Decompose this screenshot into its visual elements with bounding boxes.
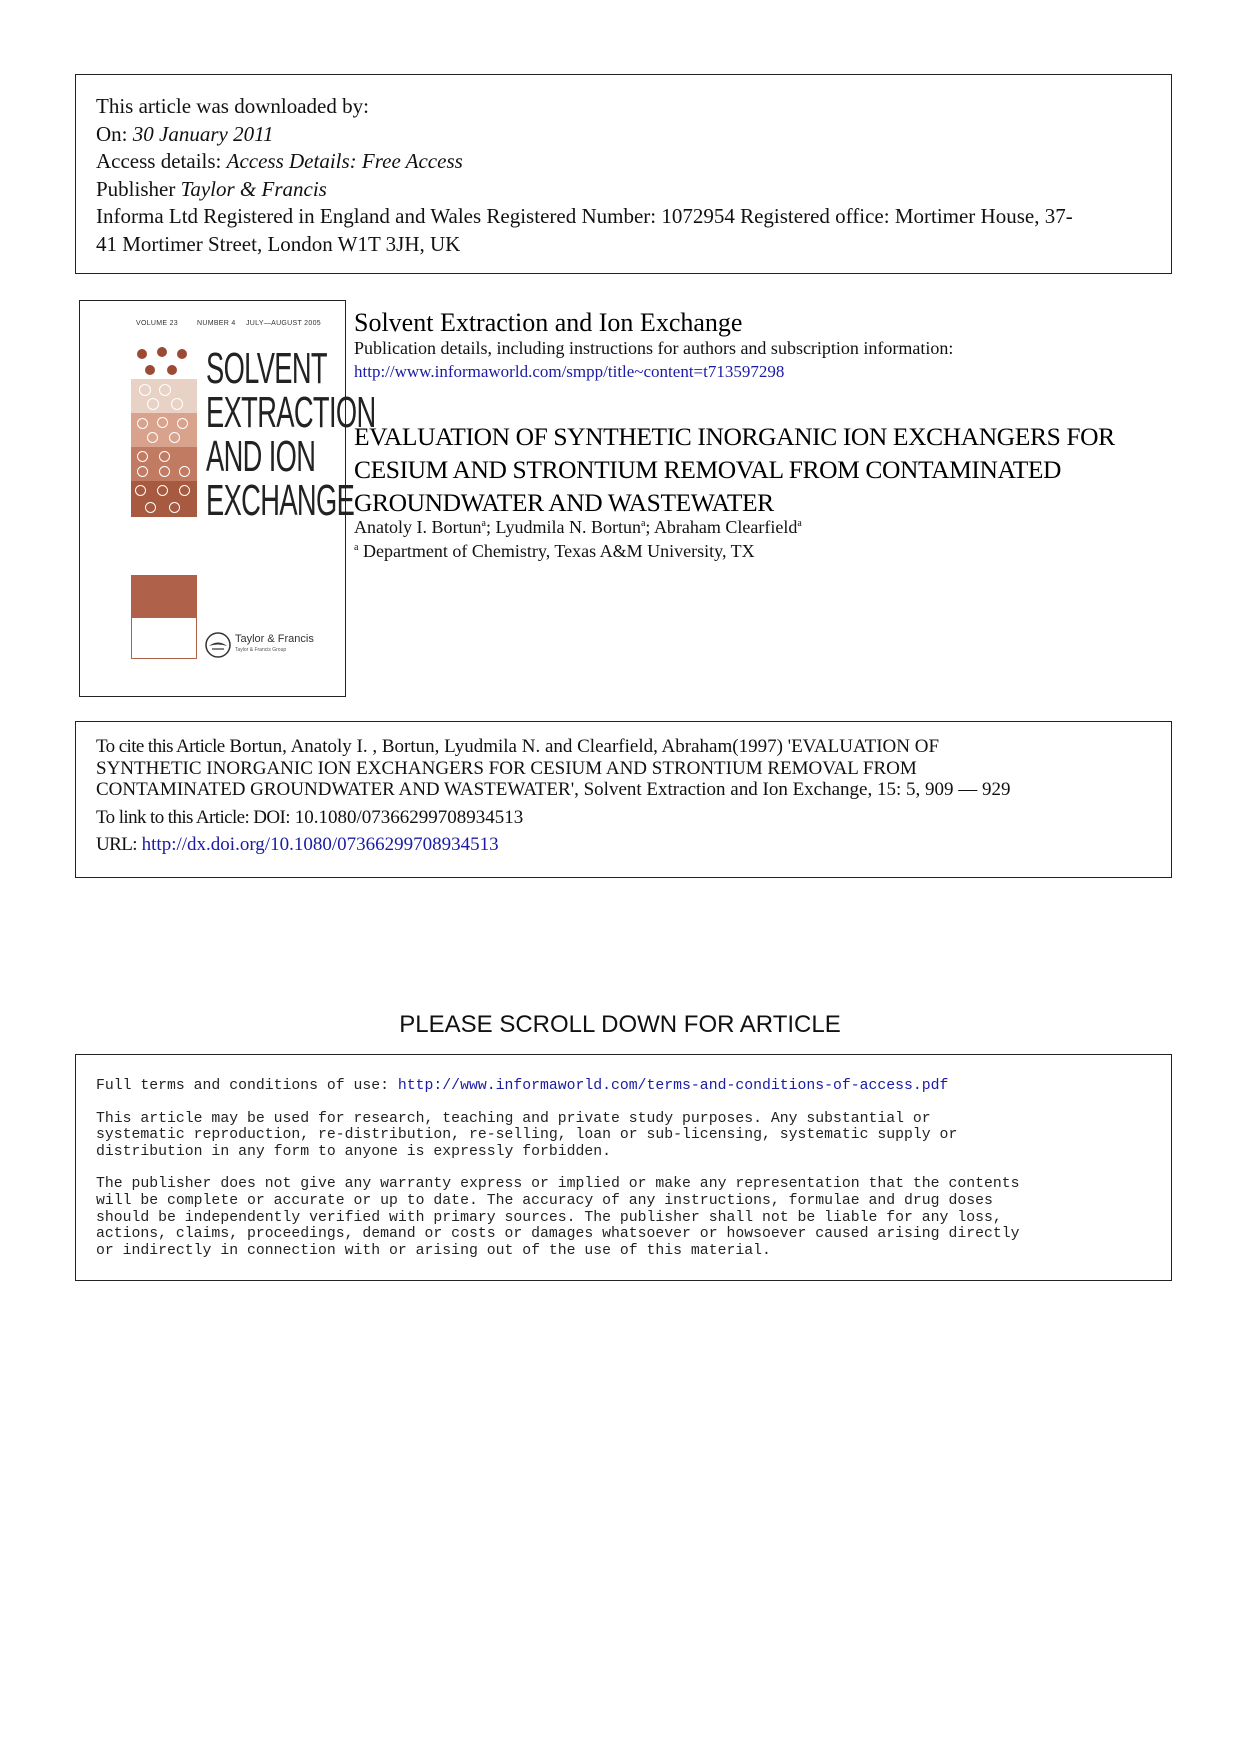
cover-publisher-name: Taylor & Francis bbox=[235, 633, 314, 645]
article-title-line: EVALUATION OF SYNTHETIC INORGANIC ION EXCHANGERS FOR bbox=[354, 422, 1115, 451]
taylor-francis-logo-icon bbox=[204, 631, 232, 659]
terms-text-line: distribution in any form to anyone is expressly forbidden. bbox=[96, 1143, 612, 1160]
affiliation-text: Department of Chemistry, Texas A&M University, TX bbox=[358, 541, 755, 561]
cover-color-block bbox=[131, 575, 197, 617]
terms-url-link[interactable]: http://www.informaworld.com/terms-and-conditions-of-access.pdf bbox=[397, 1078, 949, 1094]
doi-url-link[interactable]: http://dx.doi.org/10.1080/07366299708934513 bbox=[136, 834, 499, 855]
affiliation-marker: a bbox=[354, 542, 359, 553]
cover-volume: VOLUME 23 bbox=[136, 320, 178, 327]
cover-number: NUMBER 4 bbox=[197, 320, 236, 327]
affiliation-line bbox=[354, 541, 755, 562]
access-details-line bbox=[96, 148, 1151, 176]
publisher-line bbox=[96, 176, 1151, 204]
journal-name: Solvent Extraction and Ion Exchange bbox=[354, 308, 743, 337]
terms-text-line: This article may be used for research, teaching and private study purposes. Any substantial or bbox=[96, 1110, 931, 1127]
doi-value: 10.1080/07366299708934513 bbox=[289, 806, 524, 828]
url-line bbox=[96, 834, 1151, 856]
terms-line bbox=[96, 1078, 1151, 1095]
publication-details: Publication details, including instructions for authors and subscription information: bbox=[354, 338, 954, 358]
authors-line bbox=[354, 517, 802, 538]
author-name: Lyudmila N. Bortun bbox=[495, 517, 641, 537]
cover-title bbox=[206, 344, 376, 525]
cite-text: SYNTHETIC INORGANIC ION EXCHANGERS FOR CESIUM AND STRONTIUM REMOVAL FROM bbox=[96, 757, 917, 779]
author-separator: ; bbox=[485, 517, 496, 537]
terms-text-line: should be independently verified with primary sources. The publisher shall not be liable for any loss, bbox=[96, 1209, 1002, 1226]
cite-line bbox=[96, 736, 1151, 758]
downloaded-by: This article was downloaded by: bbox=[96, 94, 369, 118]
terms-text-line: systematic reproduction, re-distribution, re-selling, loan or sub-licensing, systematic supply or bbox=[96, 1127, 958, 1144]
cover-publisher-sub: Taylor & Francis Group bbox=[235, 647, 287, 653]
cite-text: CONTAMINATED GROUNDWATER AND WASTEWATER', Solvent Extraction and Ion Exchange, 15: 5, 909 — 929 bbox=[96, 779, 1011, 800]
publisher-value: Taylor & Francis bbox=[180, 176, 327, 201]
author-name: Anatoly I. Bortun bbox=[354, 517, 482, 537]
download-date-line bbox=[96, 121, 1151, 149]
cover-tile-5 bbox=[131, 481, 197, 517]
terms-label: Full terms and conditions of use: bbox=[96, 1078, 398, 1094]
download-info-box bbox=[75, 74, 1172, 274]
author-affil-marker: a bbox=[640, 518, 646, 529]
cite-label: To cite this Article bbox=[96, 736, 225, 757]
article-title-line: GROUNDWATER AND WASTEWATER bbox=[354, 488, 774, 517]
cover-white-block bbox=[131, 617, 197, 659]
terms-paragraph-2 bbox=[96, 1176, 1151, 1259]
url-label: URL: bbox=[96, 834, 137, 855]
access-value: Access Details: Free Access bbox=[226, 149, 463, 173]
terms-text-line: The publisher does not give any warranty express or implied or make any representation that the contents bbox=[96, 1176, 1020, 1193]
cite-text: Bortun, Anatoly I. , Bortun, Lyudmila N. and Clearfield, Abraham(1997) 'EVALUATION OF bbox=[224, 736, 940, 757]
registered-line-2: 41 Mortimer Street, London W1T 3JH, UK bbox=[96, 231, 461, 256]
citation-box bbox=[75, 721, 1172, 878]
journal-cover-image bbox=[79, 300, 376, 697]
journal-url-link[interactable]: http://www.informaworld.com/smpp/title~content=t713597298 bbox=[354, 362, 785, 381]
terms-paragraph-1 bbox=[96, 1111, 1151, 1161]
terms-text-line: actions, claims, proceedings, demand or costs or damages whatsoever or howsoever caused arising directly bbox=[96, 1226, 1020, 1243]
registered-line-1: Informa Ltd Registered in England and Wales Registered Number: 1072954 Registered office: Mortimer House, 37- bbox=[96, 204, 1073, 228]
cover-date: JULY—AUGUST 2005 bbox=[246, 320, 321, 327]
article-title bbox=[354, 420, 1115, 519]
cover-title-line: EXCHANGE bbox=[206, 476, 355, 525]
author-affil-marker: a bbox=[797, 518, 802, 529]
author-name: Abraham Clearfield bbox=[653, 517, 798, 537]
publisher-label: Publisher bbox=[96, 176, 176, 201]
cover-tile-4 bbox=[131, 447, 197, 481]
cover-title-line: SOLVENT bbox=[206, 344, 327, 393]
author-separator: ; bbox=[645, 517, 654, 537]
cover-tile-3 bbox=[131, 413, 197, 447]
cover-title-line: EXTRACTION bbox=[206, 388, 376, 437]
terms-text-line: or indirectly in connection with or arising out of the use of this material. bbox=[96, 1242, 771, 1259]
cover-tile-1 bbox=[131, 345, 197, 379]
on-label: On: bbox=[96, 121, 128, 146]
access-label: Access details: bbox=[96, 149, 222, 173]
author-affil-marker: a bbox=[481, 518, 486, 529]
cover-title-line: AND ION bbox=[206, 432, 316, 481]
terms-text-line: will be complete or accurate or up to date. The accuracy of any instructions, formulae and drug doses bbox=[96, 1192, 993, 1209]
doi-line bbox=[96, 807, 1151, 829]
scroll-notice: PLEASE SCROLL DOWN FOR ARTICLE bbox=[399, 1011, 841, 1038]
doi-label: To link to this Article: DOI: bbox=[96, 806, 290, 828]
terms-box bbox=[75, 1054, 1172, 1281]
cover-tile-2 bbox=[131, 379, 197, 413]
download-date: 30 January 2011 bbox=[132, 121, 274, 146]
article-title-line: CESIUM AND STRONTIUM REMOVAL FROM CONTAMINATED bbox=[354, 455, 1062, 484]
